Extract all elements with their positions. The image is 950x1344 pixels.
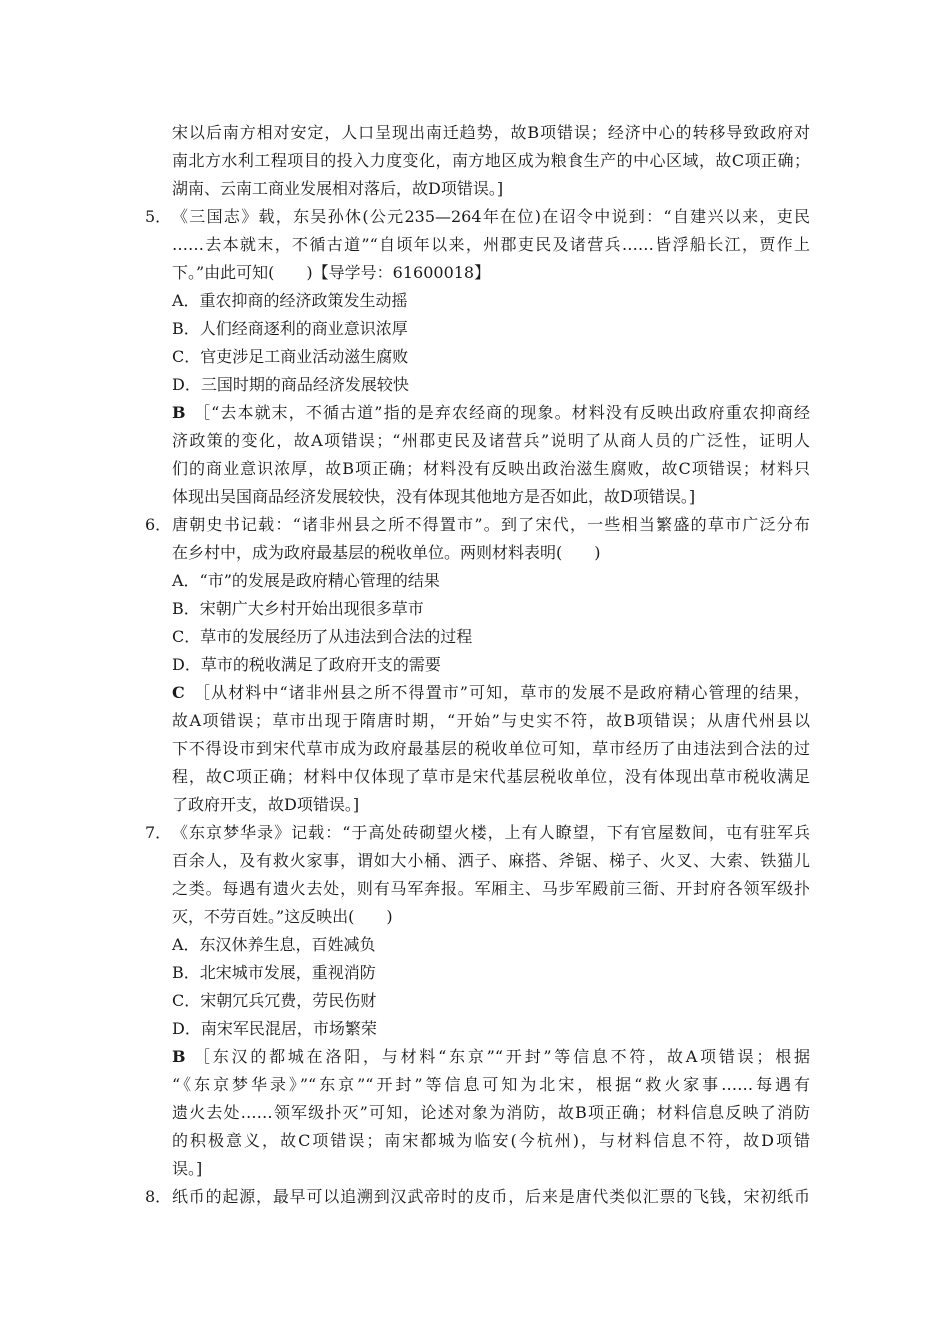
question-6-option-d: D．草市的税收满足了政府开支的需要 (172, 655, 441, 674)
question-5-answer: B (172, 403, 186, 422)
question-6-stem-line-2: 在乡村中，成为政府最基层的税收单位。两则材料表明( ) (172, 543, 601, 562)
question-7-explanation-line-4: 的积极意义，故C项错误；南宋都城为临安(今杭州)，与材料信息不符，故D项错 (172, 1131, 810, 1150)
question-7-stem-line-4: 灭，不劳百姓。”这反映出( ) (172, 907, 393, 926)
question-5-stem-line-1: 《三国志》载，东吴孙休(公元235—264年在位)在诏令中说到：“自建兴以来，吏民 (172, 207, 810, 226)
continuation-line-2: 南北方水利工程项目的投入力度变化，南方地区成为粮食生产的中心区域，故C项正确； (172, 151, 810, 170)
question-5-number: 5． (145, 207, 172, 226)
question-6-explanation-line-4: 程，故C项正确；材料中仅体现了草市是宋代基层税收单位，没有体现出草市税收满足 (172, 767, 810, 786)
question-6-answer: C (172, 683, 185, 702)
question-5-stem-line-3: 下。”由此可知( )【导学号：61600018】 (172, 263, 491, 282)
question-7-stem-line-2: 百余人，及有救火家事，谓如大小桶、洒子、麻搭、斧锯、梯子、火叉、大索、铁猫儿 (172, 851, 810, 870)
question-7-stem-line-3: 之类。每遇有遗火去处，则有马军奔报。军厢主、马步军殿前三衙、开封府各领军级扑 (172, 879, 810, 898)
question-6-explanation-line-5: 了政府开支，故D项错误。] (172, 795, 360, 814)
question-5-explanation-line-3: 们的商业意识浓厚，故B项正确；材料没有反映出政治滋生腐败，故C项错误；材料只 (172, 459, 810, 478)
question-7-explanation-line-2: “《东京梦华录》”“东京”“开封”等信息可知为北宋，根据“救火家事……每遇有 (172, 1075, 810, 1094)
question-5-explanation-line-1: ［“去本就末，不循古道”指的是弃农经商的现象。材料没有反映出政府重农抑商经 (194, 403, 810, 422)
question-7-number: 7． (145, 823, 172, 842)
question-7-explanation-line-5: 误。] (172, 1159, 203, 1178)
question-5-option-c: C．官吏涉足工商业活动滋生腐败 (172, 347, 409, 366)
question-5-stem-line-2: ……去本就末，不循古道”“自顷年以来，州郡吏民及诸营兵……皆浮船长江，贾作上 (172, 235, 810, 254)
question-5-option-d: D．三国时期的商品经济发展较快 (172, 375, 409, 394)
question-7-explanation-line-1: ［东汉的都城在洛阳，与材料“东京”“开封”等信息不符，故A项错误；根据 (194, 1047, 810, 1066)
question-7-answer: B (172, 1047, 186, 1066)
question-7-stem-line-1: 《东京梦华录》记载：“于高处砖砌望火楼，上有人瞭望，下有官屋数间，屯有驻军兵 (172, 823, 810, 842)
question-7-option-d: D．南宋军民混居，市场繁荣 (172, 1019, 377, 1038)
question-5-option-b: B．人们经商逐利的商业意识浓厚 (172, 319, 408, 338)
question-5-explanation-line-4: 体现出吴国商品经济发展较快，没有体现其他地方是否如此，故D项错误。] (172, 487, 696, 506)
question-6-explanation-line-1: ［从材料中“诸非州县之所不得置市”可知，草市的发展不是政府精心管理的结果， (194, 683, 810, 702)
question-6-explanation-line-2: 故A项错误；草市出现于隋唐时期，“开始”与史实不符，故B项错误；从唐代州县以 (172, 711, 810, 730)
question-6-option-b: B．宋朝广大乡村开始出现很多草市 (172, 599, 424, 618)
continuation-line-3: 湖南、云南工商业发展相对落后，故D项错误。] (172, 179, 504, 198)
question-8-number: 8． (145, 1187, 172, 1206)
question-5-explanation-line-2: 济政策的变化，故A项错误；“州郡吏民及诸营兵”说明了从商人员的广泛性，证明人 (172, 431, 810, 450)
question-6-explanation-line-3: 下不得设市到宋代草市成为政府最基层的税收单位可知，草市经历了由违法到合法的过 (172, 739, 810, 758)
question-7-option-a: A．东汉休养生息，百姓减负 (172, 935, 376, 954)
question-6-option-a: A．“市”的发展是政府精心管理的结果 (172, 571, 440, 590)
question-6-option-c: C．草市的发展经历了从违法到合法的过程 (172, 627, 473, 646)
question-6-number: 6． (145, 515, 172, 534)
question-7-option-b: B．北宋城市发展，重视消防 (172, 963, 376, 982)
question-5-option-a: A．重农抑商的经济政策发生动摇 (172, 291, 408, 310)
question-8-stem-line-1: 纸币的起源，最早可以追溯到汉武帝时的皮币，后来是唐代类似汇票的飞钱，宋初纸币 (172, 1187, 810, 1206)
question-7-option-c: C．宋朝冗兵冗费，劳民伤财 (172, 991, 377, 1010)
continuation-line-1: 宋以后南方相对安定，人口呈现出南迁趋势，故B项错误；经济中心的转移导致政府对 (172, 123, 810, 142)
question-6-stem-line-1: 唐朝史书记载：“诸非州县之所不得置市”。到了宋代，一些相当繁盛的草市广泛分布 (172, 515, 810, 534)
question-7-explanation-line-3: 遗火去处……领军级扑灭”可知，论述对象为消防，故B项正确；材料信息反映了消防 (172, 1103, 810, 1122)
